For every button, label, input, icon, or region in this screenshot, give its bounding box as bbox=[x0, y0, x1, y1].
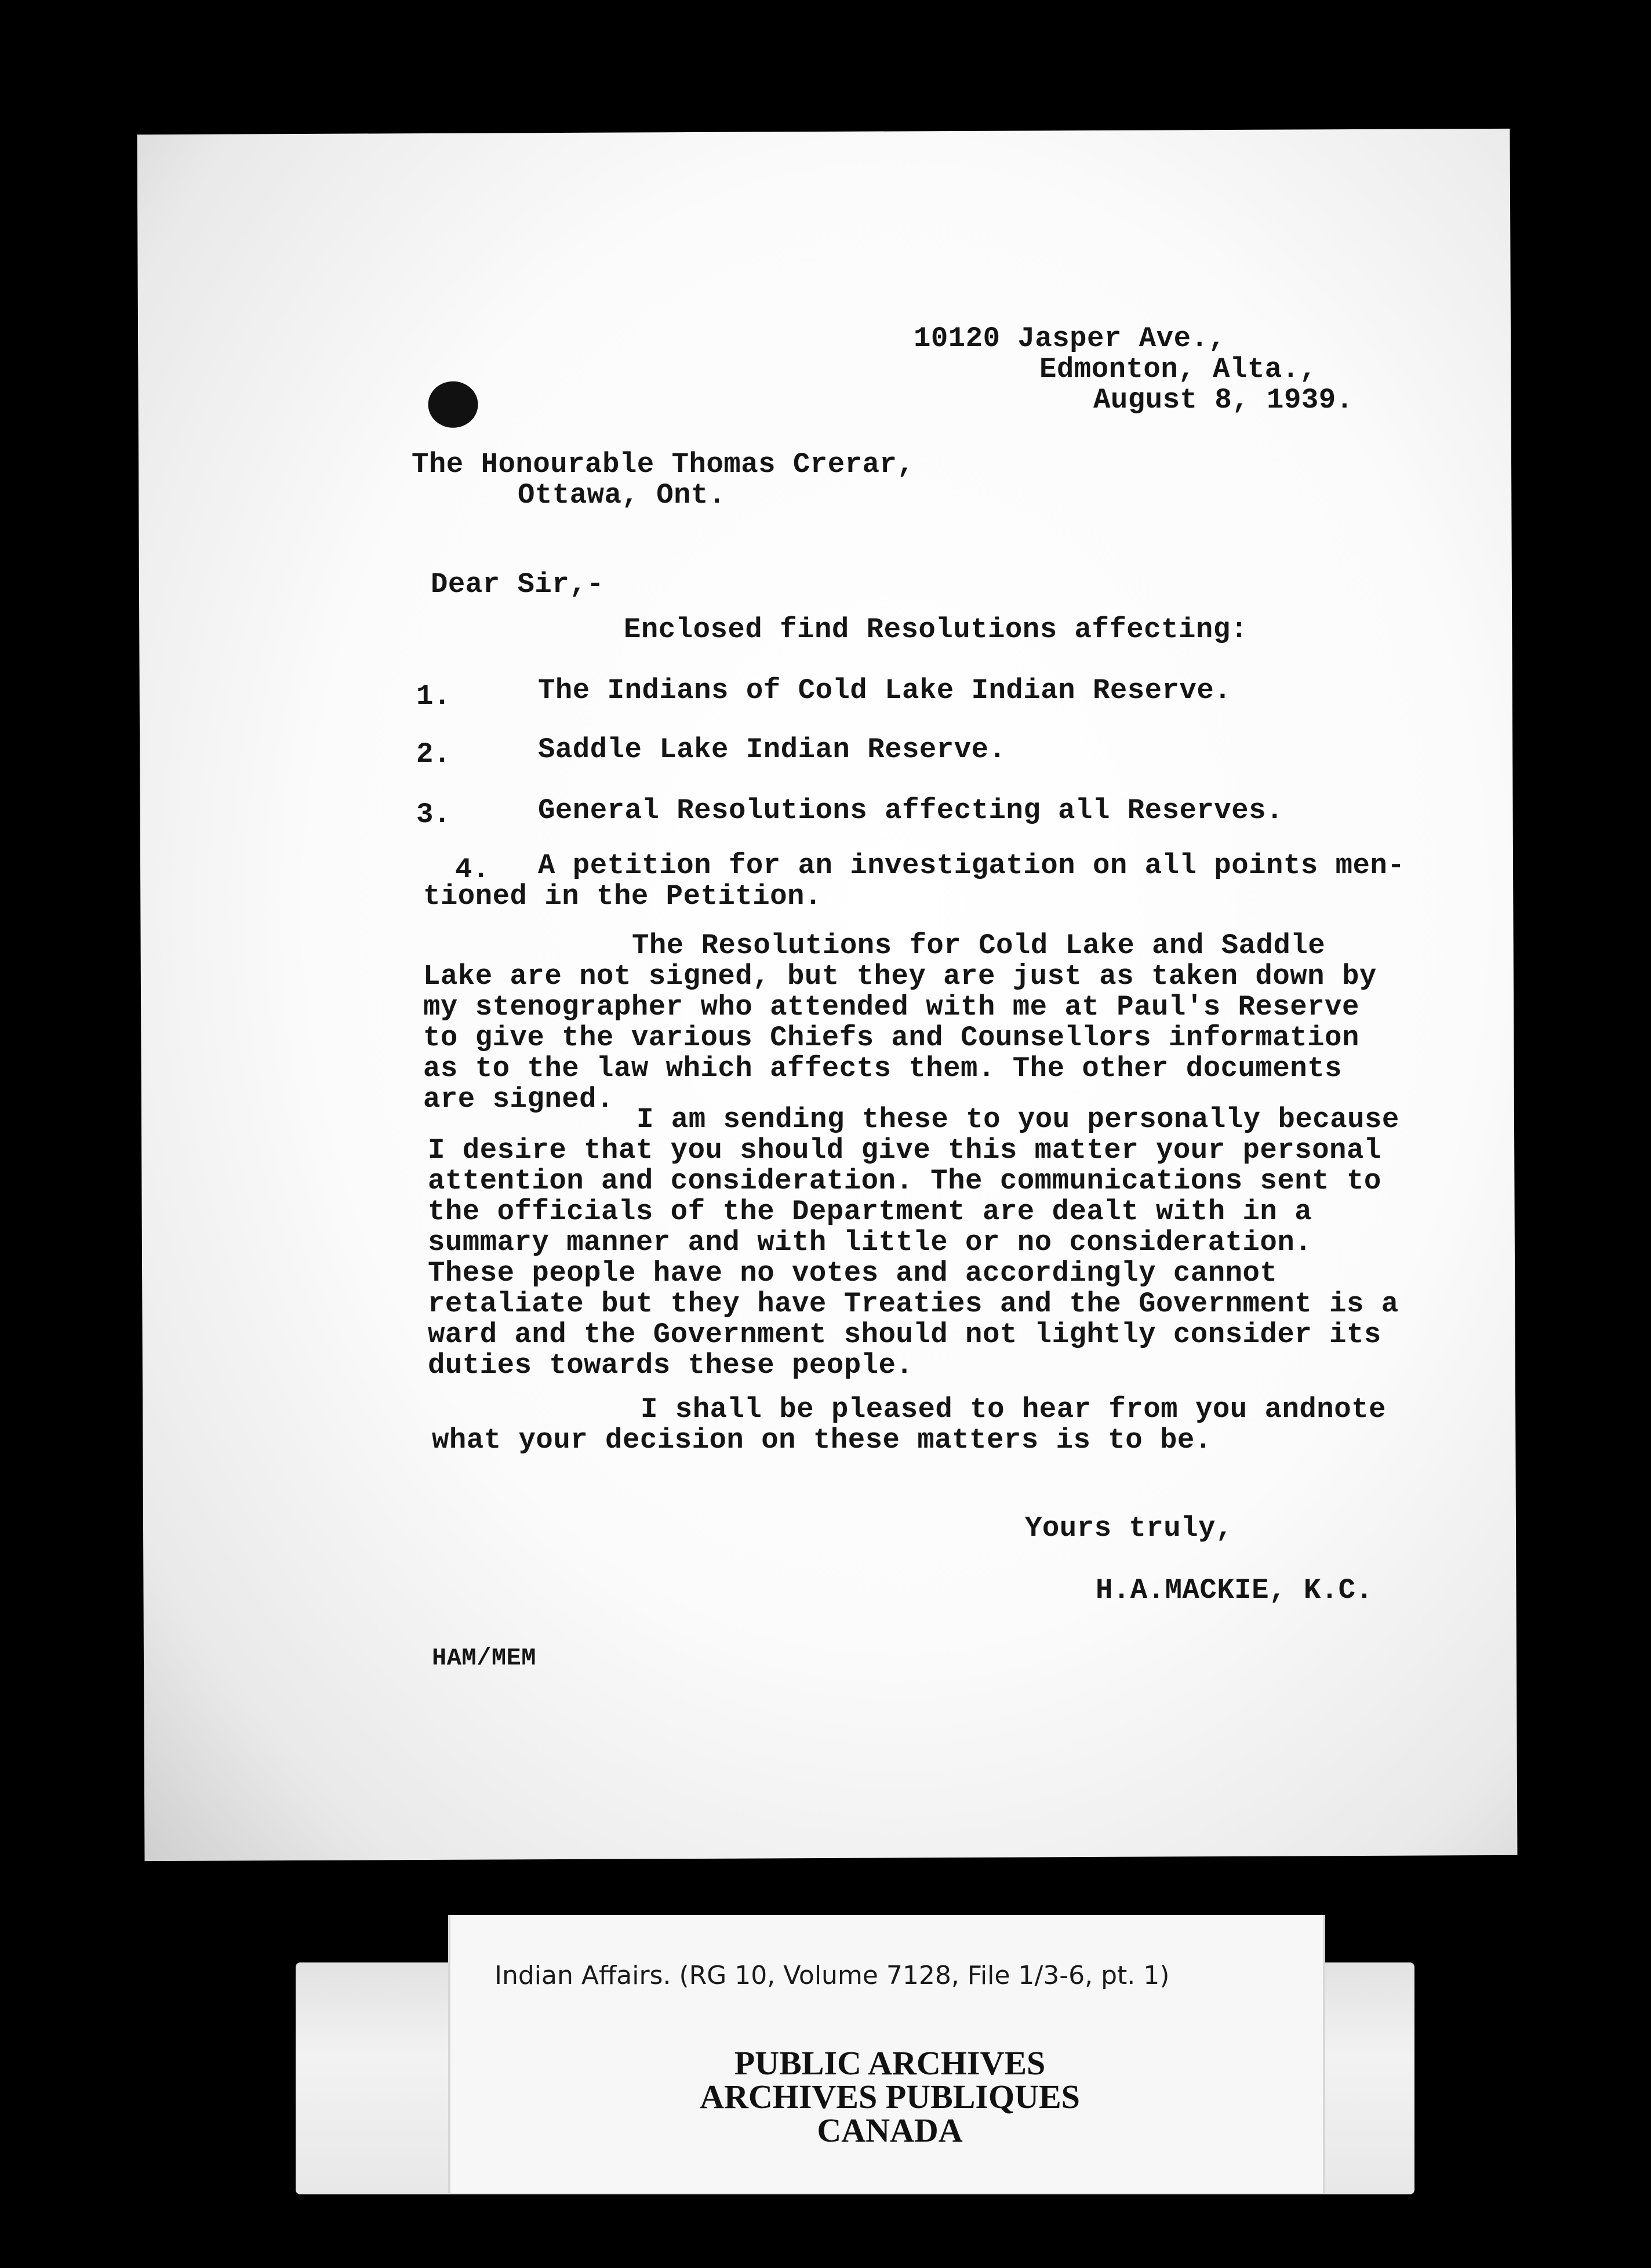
closing: Yours truly, bbox=[1025, 1512, 1233, 1544]
recipient-location: Ottawa, Ont. bbox=[518, 479, 726, 511]
item-text: Saddle Lake Indian Reserve. bbox=[538, 733, 1006, 766]
item-number: 3. bbox=[416, 798, 451, 831]
item-continuation: tioned in the Petition. bbox=[423, 880, 822, 913]
letter-date: August 8, 1939. bbox=[1093, 384, 1354, 416]
paragraph-request: I am sending these to you personally because I desire that you should give this matter your personal attention and consideration. The communications sent to the officials of the Department are dealt with in a summary manner and with little or no consideration. These people have no votes and accordingly cannot retaliate but they have Treaties and the Government is a ward and the Government should not lightly consider its duties towards these people. bbox=[428, 1103, 1399, 1382]
archive-stamp-line: CANADA bbox=[817, 2111, 963, 2149]
typist-initials: HAM/MEM bbox=[432, 1644, 536, 1672]
address-city: Edmonton, Alta., bbox=[1039, 353, 1317, 386]
salutation: Dear Sir,- bbox=[431, 568, 605, 601]
archive-stamp bbox=[580, 2044, 1200, 2149]
address-street: 10120 Jasper Ave., bbox=[914, 322, 1226, 355]
punch-hole bbox=[428, 381, 478, 428]
intro-line: Enclosed find Resolutions affecting: bbox=[624, 613, 1248, 646]
archive-stamp-line: ARCHIVES PUBLIQUES bbox=[700, 2078, 1080, 2116]
item-number: 1. bbox=[416, 680, 451, 713]
item-text: The Indians of Cold Lake Indian Reserve. bbox=[538, 674, 1232, 707]
archive-stamp-line: PUBLIC ARCHIVES bbox=[734, 2044, 1046, 2082]
paragraph-resolutions: The Resolutions for Cold Lake and Saddle Lake are not signed, but they are just as taken down by my stenographer who attended with me at Paul's Reserve to give the various Chiefs and Counsellors information as to the law which affects them. The other documents are signed. bbox=[423, 929, 1377, 1115]
paragraph-closing: I shall be pleased to hear from you andnote what your decision on these matters is to be. bbox=[432, 1393, 1386, 1456]
recipient-name: The Honourable Thomas Crerar, bbox=[412, 448, 915, 481]
item-number: 4. bbox=[455, 853, 490, 886]
signature: H.A.MACKIE, K.C. bbox=[1096, 1574, 1373, 1606]
item-text: A petition for an investigation on all points men- bbox=[538, 849, 1405, 882]
item-number: 2. bbox=[416, 738, 451, 770]
item-text: General Resolutions affecting all Reserves. bbox=[538, 794, 1283, 827]
archive-citation: Indian Affairs. (RG 10, Volume 7128, File 1/3-6, pt. 1) bbox=[494, 1961, 1170, 1990]
